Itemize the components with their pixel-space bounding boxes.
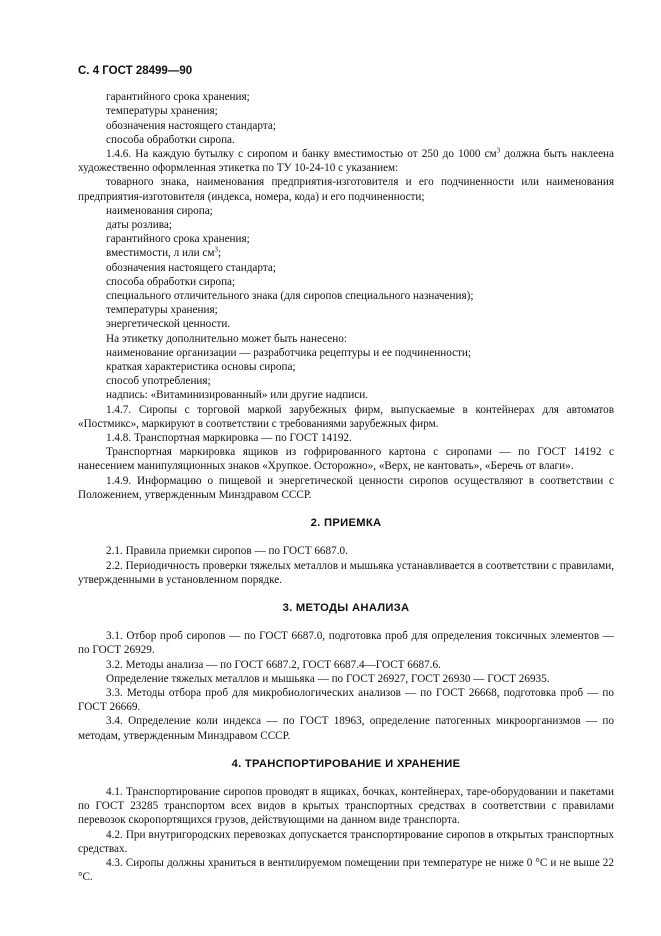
list-item: способа обработки сиропа; xyxy=(106,275,236,288)
paragraph-3-2-b: Определение тяжелых металлов и мышьяка — по ГОСТ 26927, ГОСТ 26930 — ГОСТ 26935. xyxy=(106,672,550,685)
paragraph-1-4-8: 1.4.8. Транспортная маркировка — по ГОСТ 14192. xyxy=(106,432,352,445)
list-item: товарного знака, наименования предприятия-изготовителя и его подчиненности или наименования предприятия-изготовителя (индекса, номера, кода) и его подчиненности; xyxy=(78,176,614,203)
list-item: способ употребления; xyxy=(106,375,211,388)
document-page xyxy=(78,64,614,884)
list-item: краткая характеристика основы сиропа; xyxy=(106,361,296,374)
list-item: способа обработки сиропа. xyxy=(106,133,235,146)
paragraph-1-4-7: 1.4.7. Сиропы с торговой маркой зарубежных фирм, выпускаемые в контейнерах для автоматов «Постмикс», маркируют в соответствии с требованиями зарубежных фирм. xyxy=(78,403,614,430)
paragraph-3-4: 3.4. Определение коли индекса — по ГОСТ 18963, определение патогенных микроорганизмов — по методам, утвержденным Минздравом СССР. xyxy=(78,715,614,742)
paragraph-1-4-6: 1.4.6. На каждую бутылку с сиропом и банку вместимостью от 250 до 1000 $см^3$ должна быть наклеена художественно оформленная этикетка по ТУ 10-24-10 с указанием: xyxy=(78,146,614,175)
paragraph-4-2: 4.2. При внутригородских перевозках допускается транспортирование сиропов в открытых транспортных средствах. xyxy=(78,828,614,855)
list-item: даты розлива; xyxy=(106,219,172,232)
paragraph-2-2: 2.2. Периодичность проверки тяжелых металлов и мышьяка устанавливается в соответствии с правилами, утвержденными в установленном порядке. xyxy=(78,559,614,586)
section-4-title: 4. ТРАНСПОРТИРОВАНИЕ И ХРАНЕНИЕ xyxy=(231,757,461,770)
list-item: температуры хранения; xyxy=(106,105,218,118)
list-item: гарантийного срока хранения; xyxy=(106,91,250,104)
list-item: На этикетку дополнительно может быть нанесено: xyxy=(106,332,347,345)
section-3-title: 3. МЕТОДЫ АНАЛИЗА xyxy=(282,601,410,614)
section-2-title: 2. ПРИЕМКА xyxy=(310,517,382,530)
paragraph-3-3: 3.3. Методы отбора проб для микробиологических анализов — по ГОСТ 26668, подготовка проб — по ГОСТ 26669. xyxy=(78,686,614,714)
list-item: температуры хранения; xyxy=(106,304,218,317)
paragraph-3-2: 3.2. Методы анализа — по ГОСТ 6687.2, ГОСТ 6687.4—ГОСТ 6687.6. xyxy=(106,658,441,671)
paragraph-1-4-9: 1.4.9. Информацию о пищевой и энергетической ценности сиропов осуществляют в соответствии с Положением, утвержденным Минздравом СССР. xyxy=(78,474,614,501)
page-header: С. 4 ГОСТ 28499—90 xyxy=(78,65,193,77)
paragraph-1-4-8-b: Транспортная маркировка ящиков из гофрированного картона с сиропами — по ГОСТ 14192 с нанесением манипуляционных знаков «Хрупкое. Осторожно», «Верх, не кантовать», «Беречь от влаги». xyxy=(78,446,614,473)
list-item: обозначения настоящего стандарта; xyxy=(106,119,276,132)
paragraph-4-1: 4.1. Транспортирование сиропов проводят в ящиках, бочках, контейнерах, таре-оборудовании и пакетами по ГОСТ 23285 транспортом всех видов в крытых транспортных средствах в соответствии с правилами перевозок скоропортящихся грузов, действующими на данном виде транспорта. xyxy=(78,785,614,827)
list-item: гарантийного срока хранения; xyxy=(106,233,250,246)
paragraph-3-1: 3.1. Отбор проб сиропов — по ГОСТ 6687.0, подготовка проб для определения токсичных элементов — по ГОСТ 26929. xyxy=(78,630,614,657)
paragraph-4-3: 4.3. Сиропы должны храниться в вентилируемом помещении при температуре не ниже 0 °С и не выше 22 °С. xyxy=(78,856,614,884)
list-item: обозначения настоящего стандарта; xyxy=(106,261,276,274)
list-item: энергетической ценности. xyxy=(106,318,231,331)
list-item: специального отличительного знака (для сиропов специального назначения); xyxy=(106,290,474,303)
list-item: вместимости, л или $см^3$; xyxy=(106,245,222,260)
list-item: надпись: «Витаминизированный» или другие надписи. xyxy=(106,389,369,402)
paragraph-2-1: 2.1. Правила приемки сиропов — по ГОСТ 6687.0. xyxy=(106,545,348,558)
list-item: наименования сиропа; xyxy=(106,204,213,217)
list-item: наименование организации — разработчика рецептуры и ее подчиненности; xyxy=(106,346,472,359)
